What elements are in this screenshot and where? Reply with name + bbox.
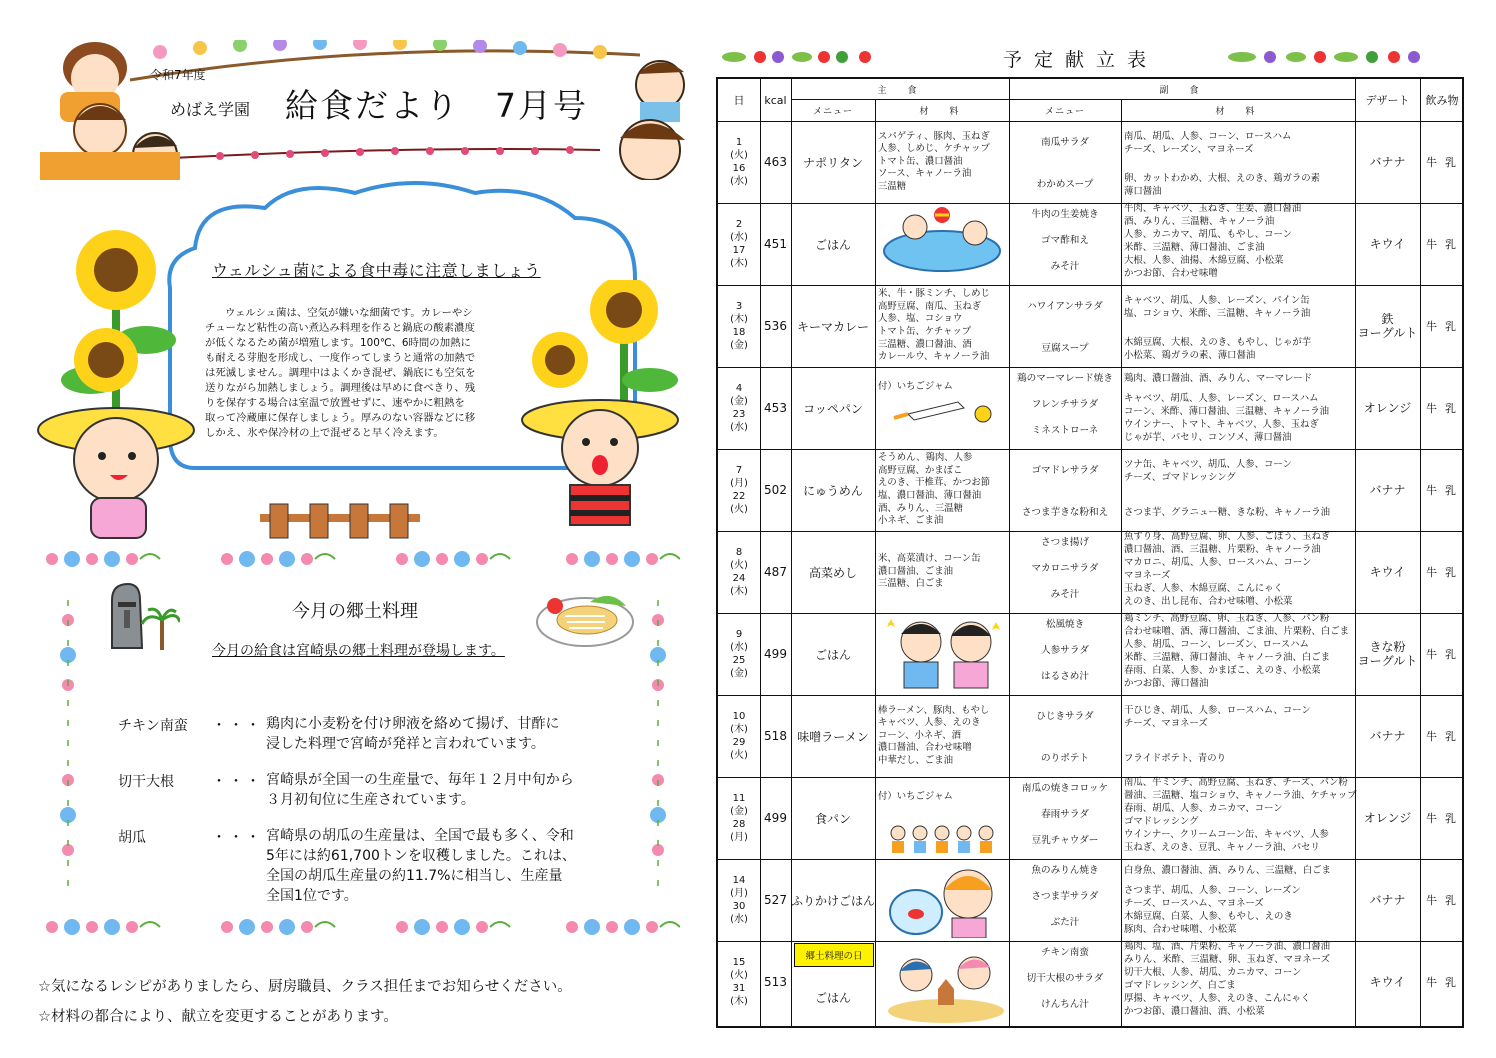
dish-desc-line: 5年には約61,700トンを収穫しました。これは、: [266, 848, 576, 864]
side-dish-name: 南瓜の焼きコロッケ: [1021, 783, 1109, 794]
side-dish-ingredients: 米酢、三温糖、薄口醤油、キャノーラ油、白ごま: [1124, 652, 1330, 663]
day-part: (木): [730, 314, 748, 325]
side-dish-ingredients: じゃが芋、パセリ、コンソメ、薄口醤油: [1124, 432, 1292, 443]
side-dish-ingredients: チーズ、ゴマドレッシング: [1124, 472, 1236, 483]
dish-desc-line: 宮崎県が全国一の生産量で、毎年１２月中旬から: [266, 772, 574, 788]
side-dish-name: 春雨サラダ: [1041, 809, 1089, 820]
main-ingredients: 米、高菜漬け、コーン缶 濃口醤油、ごま油 三温糖、白ごま: [878, 553, 981, 590]
day-cell: [718, 695, 760, 777]
school-name: めばえ学園: [170, 100, 251, 119]
era-year: 令和7年度: [150, 68, 206, 82]
side-dish-ingredients: ウインナー、クリームコーン缶、キャベツ、人参: [1124, 829, 1329, 840]
side-dish-name: けんちん汁: [1041, 999, 1089, 1010]
side-dish-ingredients: 小松菜、鶏ガラの素、薄口醤油: [1124, 350, 1256, 361]
main-dish-cell: ごはん: [814, 990, 851, 1005]
side-dish-ingredients: さつま芋、グラニュー糖、きな粉、キャノーラ油: [1124, 507, 1330, 518]
side-dish-name: 人参サラダ: [1041, 645, 1089, 656]
kcal-cell: 453: [764, 401, 787, 415]
side-dish-ingredients: チーズ、ロースハム、マヨネーズ: [1124, 898, 1264, 909]
side-dish-ingredients: さつま芋、胡瓜、人参、コーン、レーズン: [1124, 885, 1301, 896]
drink-cell: 牛乳: [1426, 320, 1464, 333]
kcal-cell: 518: [764, 729, 787, 743]
drink-cell: 牛乳: [1426, 976, 1464, 989]
dish-desc-line: ３月初旬位に生産されています。: [266, 792, 475, 808]
side-dish-ingredients: 春雨、白菜、人参、かまぼこ、えのき、小松菜: [1124, 665, 1321, 676]
side-dish-name: ぶた汁: [1050, 917, 1080, 928]
newsletter-title: 給食だより 7月号: [285, 86, 588, 125]
day-part: 16: [732, 163, 746, 174]
side-dish-ingredients: キャベツ、胡瓜、人参、レーズン、パイン缶: [1124, 295, 1310, 306]
kcal-cell: 499: [764, 647, 787, 661]
side-dish-ingredients: フライドポテト、青のり: [1124, 753, 1226, 764]
kcal-cell: 527: [764, 893, 787, 907]
dish-name: チキン南蛮: [118, 718, 188, 734]
day-part: (水): [730, 232, 748, 243]
side-dish-ingredients: 牛肉、キャベツ、玉ねぎ、生姜、濃口醤油: [1124, 203, 1302, 214]
main-dish-cell: コッペパン: [803, 401, 863, 416]
side-dish-ingredients: 合わせ味噌、酒、薄口醤油、ごま油、片栗粉、白ごま: [1124, 626, 1350, 637]
dessert-cell: 鉄 ヨーグルト: [1357, 312, 1418, 340]
sunflower-girl-illustration: [36, 230, 206, 540]
day-cell: [718, 121, 760, 203]
dish-description: [266, 714, 606, 754]
drink-cell: 牛乳: [1426, 812, 1464, 825]
day-part: (金): [730, 396, 748, 407]
dish-desc-line: 宮崎県の胡瓜の生産量は、全国で最も多く、令和: [266, 828, 574, 844]
main-dish-cell: 食パン: [814, 811, 851, 826]
sandbox-kids-illustration: [886, 949, 1006, 1023]
day-cell: [718, 941, 760, 1023]
side-dish-ingredients: ウインナー、トマト、キャベツ、人参、玉ねぎ: [1124, 419, 1319, 430]
dish-description: [266, 770, 606, 810]
flower-border-left: [55, 600, 81, 900]
kcal-cell: 487: [764, 565, 787, 579]
side-dish-ingredients: 南瓜、牛ミンチ、高野豆腐、玉ねぎ、チーズ、パン粉: [1124, 777, 1348, 788]
side-dish-name: フレンチサラダ: [1031, 399, 1099, 410]
side-dish-ingredients: マカロニ、胡瓜、人参、ロースハム、コーン: [1124, 557, 1312, 568]
dish-description: [266, 826, 606, 906]
side-dish-ingredients: えのき、出し昆布、合わせ味噌、小松菜: [1124, 596, 1293, 607]
header-kcal: kcal: [764, 93, 787, 107]
day-part: 2: [735, 219, 743, 230]
welch-line: も耐える芽胞を形成し、一度作ってしまうと通常の加熱で: [205, 352, 476, 364]
day-part: (木): [730, 724, 748, 735]
flower-border-top: [40, 546, 680, 572]
dessert-cell: キウイ: [1369, 975, 1406, 989]
dish-desc-line: 全国の胡瓜生産量の約11.7%に相当し、生産量: [266, 868, 563, 884]
drink-cell: 牛乳: [1426, 648, 1464, 661]
tanabata-kids-illustration: [886, 614, 1006, 689]
header-side-dish: 副 食: [1159, 85, 1205, 96]
day-part: (月): [730, 832, 748, 843]
side-dish-name: ミネストローネ: [1031, 425, 1099, 436]
side-dish-ingredients: 塩、コショウ、米酢、三温糖、キャノーラ油: [1124, 308, 1311, 319]
day-part: (月): [730, 478, 748, 489]
header-main-menu: メニュー: [812, 106, 853, 117]
side-dish-name: ゴマドレサラダ: [1031, 465, 1099, 476]
day-part: (金): [730, 340, 748, 351]
dish-desc-line: 浸した料理で宮崎が発祥と言われています。: [266, 736, 545, 752]
side-dish-ingredients: みりん、米酢、三温糖、卵、玉ねぎ、マヨネーズ: [1124, 954, 1330, 965]
day-cell: [718, 859, 760, 941]
side-dish-name: 切干大根のサラダ: [1026, 973, 1104, 984]
day-part: 31: [732, 983, 746, 994]
day-part: 30: [732, 901, 746, 912]
kcal-cell: 502: [764, 483, 787, 497]
side-dish-ingredients: 木綿豆腐、大根、えのき、もやし、じゃが芋: [1124, 337, 1312, 348]
side-dish-name: 松風焼き: [1045, 619, 1085, 630]
drink-cell: 牛乳: [1426, 894, 1464, 907]
day-part: (月): [730, 888, 748, 899]
dessert-cell: きな粉 ヨーグルト: [1357, 640, 1418, 668]
main-dish-cell: ナポリタン: [802, 155, 863, 170]
day-cell: [718, 203, 760, 285]
main-ingredients: そうめん、鶏肉、人参 高野豆腐、かまぼこ えのき、干椎茸、かつお節 塩、濃口醤油、薄口醤油 酒、みりん、三温糖 小ネギ、ごま油: [878, 452, 991, 527]
side-dish-name: 豆乳チャウダー: [1031, 835, 1099, 846]
dish-dots: ・・・: [212, 830, 263, 846]
header-side-menu: メニュー: [1044, 106, 1085, 117]
sunflower-boy-illustration: [520, 280, 690, 540]
drink-cell: 牛乳: [1426, 238, 1464, 251]
menu-table: [716, 77, 1464, 1028]
side-dish-ingredients: 南瓜、胡瓜、人参、コーン、ロースハム: [1124, 131, 1292, 142]
kcal-cell: 513: [764, 975, 787, 989]
day-part: (水): [730, 642, 748, 653]
side-dish-ingredients: 玉ねぎ、人参、木綿豆腐、こんにゃく: [1124, 583, 1283, 594]
side-dish-ingredients: ゴマドレッシング: [1124, 816, 1199, 827]
side-dish-ingredients: マヨネーズ: [1124, 570, 1171, 581]
welch-body: [205, 306, 517, 441]
header-main-dish: 主 食: [877, 85, 923, 96]
side-dish-ingredients: 鶏ミンチ、高野豆腐、卵、玉ねぎ、人参、パン粉: [1124, 613, 1330, 624]
vegetable-border-right: [1226, 45, 1426, 67]
dish-desc-line: 鶏肉に小麦粉を付け卵液を絡めて揚げ、甘酢に: [266, 716, 560, 732]
side-dish-ingredients: ツナ缶、キャベツ、胡瓜、人参、コーン: [1124, 459, 1292, 470]
drink-cell: 牛乳: [1426, 566, 1464, 579]
side-dish-ingredients: 豚肉、合わせ味噌、小松菜: [1124, 924, 1237, 935]
side-dish-ingredients: 玉ねぎ、えのき、豆乳、キャノーラ油、パセリ: [1124, 842, 1320, 853]
side-dish-name: さつま揚げ: [1041, 537, 1089, 548]
running-kids-illustration: [886, 821, 1006, 855]
side-dish-name: ハワイアンサラダ: [1027, 301, 1103, 312]
day-part: 11: [732, 793, 746, 804]
day-part: (金): [730, 806, 748, 817]
side-dish-ingredients: 魚すり身、高野豆腐、卵、人参、ごぼう、玉ねぎ: [1124, 531, 1331, 542]
footnote-recipe: ☆気になるレシピがありましたら、厨房職員、クラス担任までお知らせください。: [38, 979, 572, 995]
side-dish-ingredients: 木綿豆腐、白菜、人参、もやし、えのき: [1124, 911, 1293, 922]
side-dish-name: のりポテト: [1041, 753, 1089, 764]
day-part: (水): [730, 422, 748, 433]
main-dish-cell: 高菜めし: [808, 565, 857, 580]
day-part: 23: [732, 409, 746, 420]
day-part: 24: [732, 573, 746, 584]
main-dish-cell: 味噌ラーメン: [797, 729, 869, 744]
kcal-cell: 536: [764, 319, 787, 333]
local-dish-heading: 今月の郷土料理: [292, 601, 418, 622]
side-dish-ingredients: 厚揚、キャベツ、人参、えのき、こんにゃく: [1124, 993, 1311, 1004]
day-part: 28: [732, 819, 746, 830]
main-dish-cell: キーマカレー: [796, 319, 869, 334]
side-dish-ingredients: 卵、カットわかめ、大根、えのき、鶏ガラの素: [1124, 173, 1321, 184]
day-part: 7: [735, 465, 743, 476]
day-part: 10: [732, 711, 746, 722]
day-part: (木): [730, 258, 748, 269]
flower-border-right: [645, 600, 671, 900]
day-part: 29: [732, 737, 746, 748]
day-part: 15: [732, 957, 746, 968]
side-dish-ingredients: キャベツ、胡瓜、人参、レーズン、ロースハム: [1124, 393, 1319, 404]
welch-line: は死滅しません。調理中はよくかき混ぜ、鍋底にも空気を: [205, 367, 476, 379]
side-dish-name: わかめスープ: [1036, 179, 1094, 190]
chicken-nanban-dish-illustration: [535, 582, 635, 648]
dessert-cell: バナナ: [1369, 893, 1406, 907]
day-part: (火): [730, 750, 748, 761]
side-dish-ingredients: チーズ、レーズン、マヨネーズ: [1124, 144, 1254, 155]
side-dish-ingredients: チーズ、マヨネーズ: [1124, 718, 1208, 729]
day-part: (水): [730, 914, 748, 925]
day-cell: [718, 449, 760, 531]
goldfish-girl-illustration: [886, 864, 1006, 938]
header-dessert: デザート: [1365, 94, 1410, 107]
day-part: 22: [732, 491, 746, 502]
main-ingredients: 棒ラーメン、豚肉、もやし キャベツ、人参、えのき コーン、小ネギ、酒 濃口醤油、合わせ味噌 中華だし、ごま油: [878, 704, 990, 766]
side-dish-name: さつま芋きな粉和え: [1021, 507, 1109, 518]
side-dish-name: チキン南蛮: [1041, 947, 1089, 958]
day-cell: [718, 613, 760, 695]
fence-illustration: [260, 500, 420, 540]
footnote-change: ☆材料の都合により、献立を変更することがあります。: [38, 1009, 398, 1025]
main-ingredients: 米、牛・豚ミンチ、しめじ 高野豆腐、南瓜、玉ねぎ 人参、塩、コショウ トマト缶、ケチャップ 三温糖、濃口醤油、酒 カレールウ、キャノーラ油: [878, 288, 990, 363]
header-side-ingredients: 材 料: [1215, 106, 1261, 117]
menu-title: 予定献立表: [1003, 49, 1159, 71]
day-cell: [718, 367, 760, 449]
side-dish-ingredients: 干ひじき、胡瓜、人参、ロースハム、コーン: [1124, 705, 1311, 716]
local-dish-intro: 今月の給食は宮崎県の郷土料理が登場します。: [212, 643, 505, 659]
welch-line: 送りながら加熱しましょう。調理後は早めに食べきり、残: [205, 382, 476, 394]
main-ingredients: 付）いちごジャム: [878, 381, 953, 392]
side-dish-name: はるさめ汁: [1041, 671, 1089, 682]
side-dish-name: 鶏のマーマレード焼き: [1017, 373, 1113, 384]
dish-desc-line: 全国1位です。: [266, 888, 358, 904]
drink-cell: 牛乳: [1426, 484, 1464, 497]
welch-line: 取って冷蔵庫に保存しましょう。厚みのない容器などに移: [205, 412, 476, 424]
welch-line: りを保存する場合は室温で放置せずに、速やかに粗熱を: [205, 397, 465, 409]
main-ingredients: スパゲティ、豚肉、玉ねぎ 人参、しめじ、ケチャップ トマト缶、濃口醤油 ソース、キャノーラ油 三温糖: [878, 130, 990, 192]
main-dish-cell: ごはん: [814, 237, 851, 252]
side-dish-name: ゴマ酢和え: [1041, 235, 1089, 246]
side-dish-name: 豆腐スープ: [1041, 343, 1089, 354]
dessert-cell: バナナ: [1369, 155, 1406, 169]
kcal-cell: 499: [764, 811, 787, 825]
day-part: 17: [732, 245, 746, 256]
side-dish-ingredients: ゴマドレッシング、白ごま: [1124, 980, 1236, 991]
side-dish-name: さつま芋サラダ: [1031, 891, 1099, 902]
side-dish-name: 牛肉の生姜焼き: [1031, 209, 1099, 220]
main-ingredients: 付）いちごジャム: [878, 791, 953, 802]
kcal-cell: 451: [764, 237, 787, 251]
main-dish-cell: ふりかけごはん: [791, 893, 876, 908]
day-cell: [718, 285, 760, 367]
side-dish-ingredients: 米酢、三温糖、薄口醤油、ごま油: [1124, 242, 1265, 253]
welch-line: しかえ、氷や保冷材の上で混ぜると早く冷えます。: [205, 427, 444, 439]
pool-kids-illustration: [880, 205, 1005, 275]
flower-border-bottom: [40, 914, 680, 940]
header-drink: 飲み物: [1425, 94, 1459, 107]
rocket-illustration: [888, 384, 998, 428]
header-day: 日: [733, 94, 745, 107]
dessert-cell: オレンジ: [1363, 811, 1412, 825]
day-part: (火): [730, 560, 748, 571]
main-dish-cell: にゅうめん: [803, 483, 863, 498]
side-dish-ingredients: 人参、胡瓜、コーン、レーズン、ロースハム: [1124, 639, 1309, 650]
side-dish-ingredients: コーン、米酢、薄口醤油、三温糖、キャノーラ油: [1124, 406, 1330, 417]
side-dish-name: マカロニサラダ: [1031, 563, 1099, 574]
day-part: (火): [730, 150, 748, 161]
day-cell: [718, 531, 760, 613]
kcal-cell: 463: [764, 155, 787, 169]
day-part: 14: [732, 875, 746, 886]
drink-cell: 牛乳: [1426, 156, 1464, 169]
vegetable-border-left: [720, 45, 880, 67]
day-part: 3: [735, 301, 743, 312]
side-dish-ingredients: 醤油、三温糖、塩コショウ、キャノーラ油、ケチャップ: [1124, 790, 1357, 801]
side-dish-name: 魚のみりん焼き: [1031, 865, 1099, 876]
dish-name: 胡瓜: [118, 830, 146, 846]
side-dish-ingredients: かつお節、合わせ味噌: [1124, 268, 1218, 279]
side-dish-ingredients: 人参、カニカマ、胡瓜、もやし、コーン: [1124, 229, 1293, 240]
day-part: (火): [730, 970, 748, 981]
day-part: (木): [730, 586, 748, 597]
side-dish-ingredients: 薄口醤油: [1124, 186, 1162, 197]
day-part: 9: [735, 629, 743, 640]
day-part: 8: [735, 547, 743, 558]
side-dish-ingredients: 鶏肉、塩、酒、片栗粉、キャノーラ油、濃口醤油: [1124, 941, 1330, 952]
header-main-ingredients: 材 料: [919, 106, 965, 117]
dish-dots: ・・・: [212, 718, 263, 734]
day-part: (金): [730, 668, 748, 679]
day-part: 25: [732, 655, 746, 666]
dessert-cell: キウイ: [1369, 237, 1406, 251]
side-dish-ingredients: かつお節、薄口醤油: [1124, 678, 1209, 689]
dish-dots: ・・・: [212, 774, 263, 790]
side-dish-ingredients: 酒、みりん、三温糖、キャノーラ油: [1124, 216, 1275, 227]
dessert-cell: バナナ: [1369, 729, 1406, 743]
day-part: (木): [730, 996, 748, 1007]
side-dish-ingredients: 大根、人参、油揚、木綿豆腐、小松菜: [1124, 255, 1284, 266]
side-dish-name: ひじきサラダ: [1036, 711, 1094, 722]
side-dish-name: みそ汁: [1050, 261, 1080, 272]
local-cuisine-day-badge: 郷土料理の日: [794, 943, 874, 967]
moai-palm-illustration: [100, 580, 180, 652]
side-dish-ingredients: 濃口醤油、酒、三温糖、片栗粉、キャノーラ油: [1124, 544, 1321, 555]
welch-line: が低くなるため菌が増殖します。100℃、6時間の加熱に: [205, 337, 471, 349]
side-dish-name: 南瓜サラダ: [1041, 137, 1089, 148]
dish-name: 切干大根: [118, 774, 174, 790]
drink-cell: 牛乳: [1426, 402, 1464, 415]
side-dish-ingredients: 春雨、胡瓜、人参、カニカマ、コーン: [1124, 803, 1283, 814]
drink-cell: 牛乳: [1426, 730, 1464, 743]
day-part: 1: [735, 137, 743, 148]
dessert-cell: キウイ: [1369, 565, 1406, 579]
welch-line: チューなど粘性の高い煮込み料理を作ると鍋底の酸素濃度: [205, 322, 475, 334]
row-divider: [718, 941, 1462, 942]
dessert-cell: バナナ: [1369, 483, 1406, 497]
side-dish-ingredients: 白身魚、濃口醤油、酒、みりん、三温糖、白ごま: [1124, 865, 1331, 876]
side-dish-ingredients: 切干大根、人参、胡瓜、カニカマ、コーン: [1124, 967, 1302, 978]
dessert-cell: オレンジ: [1363, 401, 1412, 415]
welch-heading: ウェルシュ菌による食中毒に注意しましょう: [212, 261, 541, 280]
day-part: 18: [732, 327, 746, 338]
day-part: 4: [735, 383, 743, 394]
side-dish-ingredients: かつお節、濃口醤油、酒、小松菜: [1124, 1006, 1265, 1017]
side-dish-name: みそ汁: [1050, 589, 1080, 600]
newsletter-page: [0, 0, 720, 1058]
day-part: (火): [730, 504, 748, 515]
main-dish-cell: ごはん: [814, 647, 851, 662]
welch-line: ウェルシュ菌は、空気が嫌いな細菌です。カレーやシ: [225, 307, 473, 319]
day-cell: [718, 777, 760, 859]
side-dish-ingredients: 鶏肉、濃口醤油、酒、みりん、マーマレード: [1124, 373, 1313, 384]
day-part: (水): [730, 176, 748, 187]
